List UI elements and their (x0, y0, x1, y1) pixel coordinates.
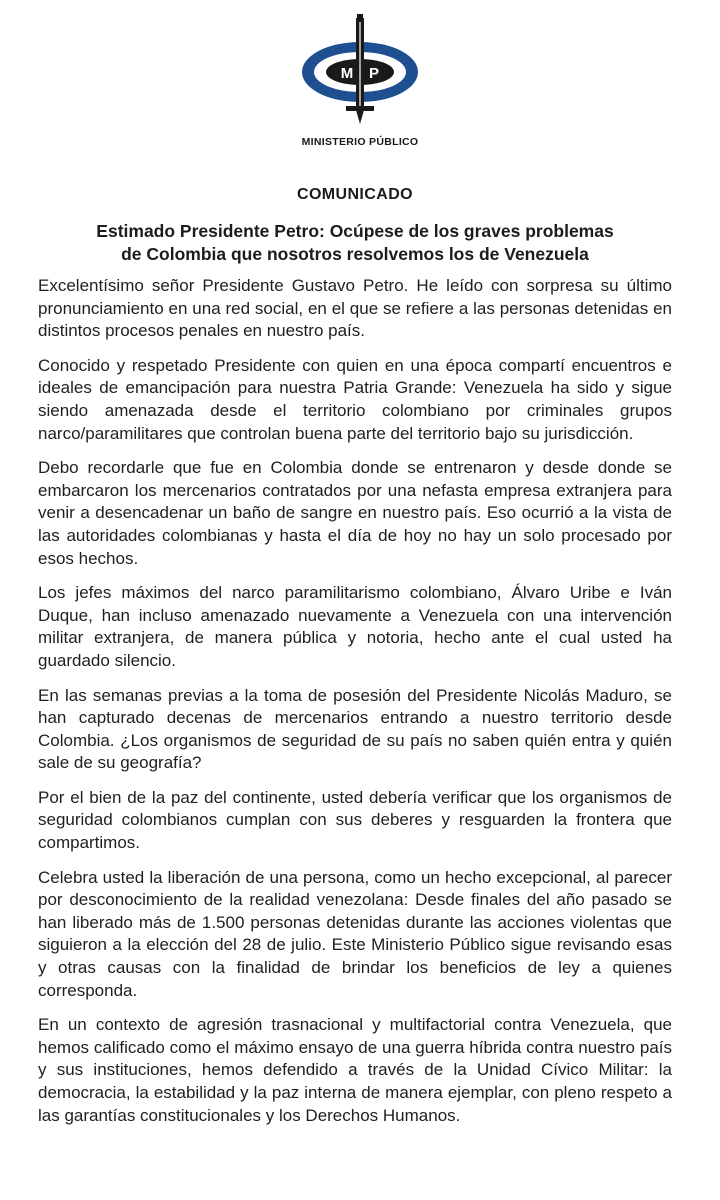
document-body (38, 275, 672, 1127)
institution-name: MINISTERIO PÚBLICO (301, 136, 419, 148)
paragraph: Excelentísimo señor Presidente Gustavo Petro. He leído con sorpresa su último pronunciamiento en una red social, en el que se refiere a las personas detenidas en distintos procesos penales en nuestro país. (38, 276, 672, 341)
subtitle-line-1: Estimado Presidente Petro: Ocúpese de los graves problemas (96, 221, 614, 241)
paragraph: Conocido y respetado Presidente con quien en una época compartí encuentros e ideales de emancipación para nuestra Patria Grande: Venezuela ha sido y sigue siendo amenazada desde el territorio colombiano por criminales grupos narco/paramilitares que controlan buena parte del territorio bajo su jurisdicción. (38, 355, 672, 443)
paragraph: Los jefes máximos del narco paramilitarismo colombiano, Álvaro Uribe e Iván Duque, han incluso amenazado nuevamente a Venezuela con una intervención militar extranjera, de manera pública y notoria, hecho ante el cual usted ha guardado silencio. (38, 583, 672, 670)
paragraph: Debo recordarle que fue en Colombia donde se entrenaron y desde donde se embarcaron los mercenarios contratados por una nefasta empresa extranjera para venir a desencadenar un baño de sangre en nuestro país. Eso ocurrió a la vista de las autoridades colombianas y hasta el día de hoy no hay un solo procesado por esos hechos. (38, 458, 672, 568)
subtitle-line-2: de Colombia que nosotros resolvemos los de Venezuela (121, 244, 589, 264)
paragraph: Por el bien de la paz del continente, usted debería verificar que los organismos de seguridad colombianos cumplan con sus deberes y resguarden la frontera que compartimos. (38, 787, 672, 853)
document-subtitle (55, 220, 655, 266)
emblem-icon (290, 14, 430, 134)
paragraph: En las semanas previas a la toma de posesión del Presidente Nicolás Maduro, se han capturado decenas de mercenarios entrando a nuestro territorio desde Colombia. ¿Los organismos de seguridad de su país no saben quién entra y quién sale de su geografía? (38, 685, 672, 773)
document-heading: COMUNICADO (297, 186, 413, 203)
ministry-logo (0, 0, 720, 148)
emblem-letter-p: P (368, 65, 380, 82)
emblem-letter-m: M (340, 65, 354, 82)
paragraph: En un contexto de agresión trasnacional y multifactorial contra Venezuela, que hemos calificado como el máximo ensayo de una guerra híbrida contra nuestro país y sus instituciones, hemos defendido a través de la Unidad Cívico Militar: la democracia, la estabilidad y la paz interna de manera ejemplar, con pleno respeto a las garantías constitucionales y los Derechos Humanos. (38, 1015, 672, 1125)
paragraph: Celebra usted la liberación de una persona, como un hecho excepcional, al parecer por desconocimiento de la realidad venezolana: Desde finales del año pasado se han liberado más de 1.500 personas detenidas durante las acciones violentas que siguieron a la elección del 28 de julio. Este Ministerio Público sigue revisando esas y otras causas con la finalidad de brindar los beneficios de ley a quienes corresponda. (38, 867, 672, 1000)
